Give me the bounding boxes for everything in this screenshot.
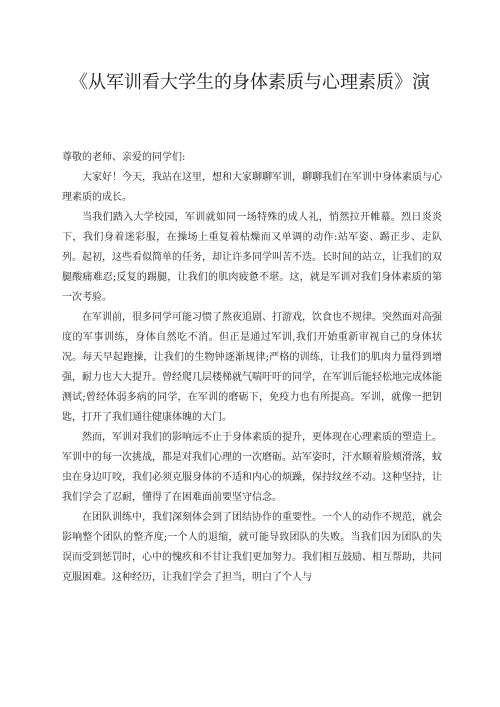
paragraph-5: 在团队训练中，我们深刻体会到了团结协作的重要性。一个人的动作不规范，就会影响整个团队的整齐度;一个人的退缩，就可能导致团队的失败。当我们因为团队的失误而受到惩罚时，心中的愧疚和不甘让我们更加努力。我们相互鼓励、相互帮助，共同克服困难。这种经历，让我们学会了担当，明白了个人与 xyxy=(62,512,442,583)
paragraph-1: 大家好！今天，我站在这里，想和大家聊聊军训，聊聊我们在军训中身体素质与心理素质的成长。 xyxy=(62,172,442,203)
paragraph-4: 然而，军训对我们的影响远不止于身体素质的提升，更体现在心理素质的塑造上。军训中的每一次挑战，都是对我们心理的一次磨砺。站军姿时，汗水顺着脸颊滑落，蚊虫在身边叮咬，我们必须克服身体的不适和内心的烦躁，保持纹丝不动。这种坚持，让我们学会了忍耐，懂得了在困难面前要坚守信念。 xyxy=(62,432,442,503)
document-body xyxy=(62,148,442,588)
document-title: 《从军训看大学生的身体素质与心理素质》演 xyxy=(70,72,430,93)
salutation: 尊敬的老师、亲爱的同学们: xyxy=(62,152,186,163)
paragraph-3: 在军训前，很多同学可能习惯了熬夜追剧、打游戏，饮食也不规律。突然面对高强度的军事训练，身体自然吃不消。但正是通过军训,我们开始重新审视自己的身体状况。每天早起跑操，让我们的生物钟逐渐规律;严格的训练，让我们的肌肉力量得到增强，耐力也大大提升。曾经爬几层楼梯就气喘吁吁的同学，在军训后能轻松地完成体能测试;曾经体弱多病的同学，在军训的磨砺下，免疫力也有所提高。军训，就像一把钥匙，打开了我们通往健康体魄的大门。 xyxy=(62,312,442,423)
paragraph-2: 当我们踏入大学校园，军训就如同一场特殊的成人礼，悄然拉开帷幕。烈日炎炎下，我们身着迷彩服，在操场上重复着枯燥而又单调的动作:站军姿、踢正步、走队列。起初，这些看似简单的任务，却让许多同学叫苦不迭。长时间的站立，让我们的双腿酸痛难忍;反复的踢腿，让我们的肌肉疲惫不堪。这，就是军训对我们身体素质的第一次考验。 xyxy=(62,212,442,303)
